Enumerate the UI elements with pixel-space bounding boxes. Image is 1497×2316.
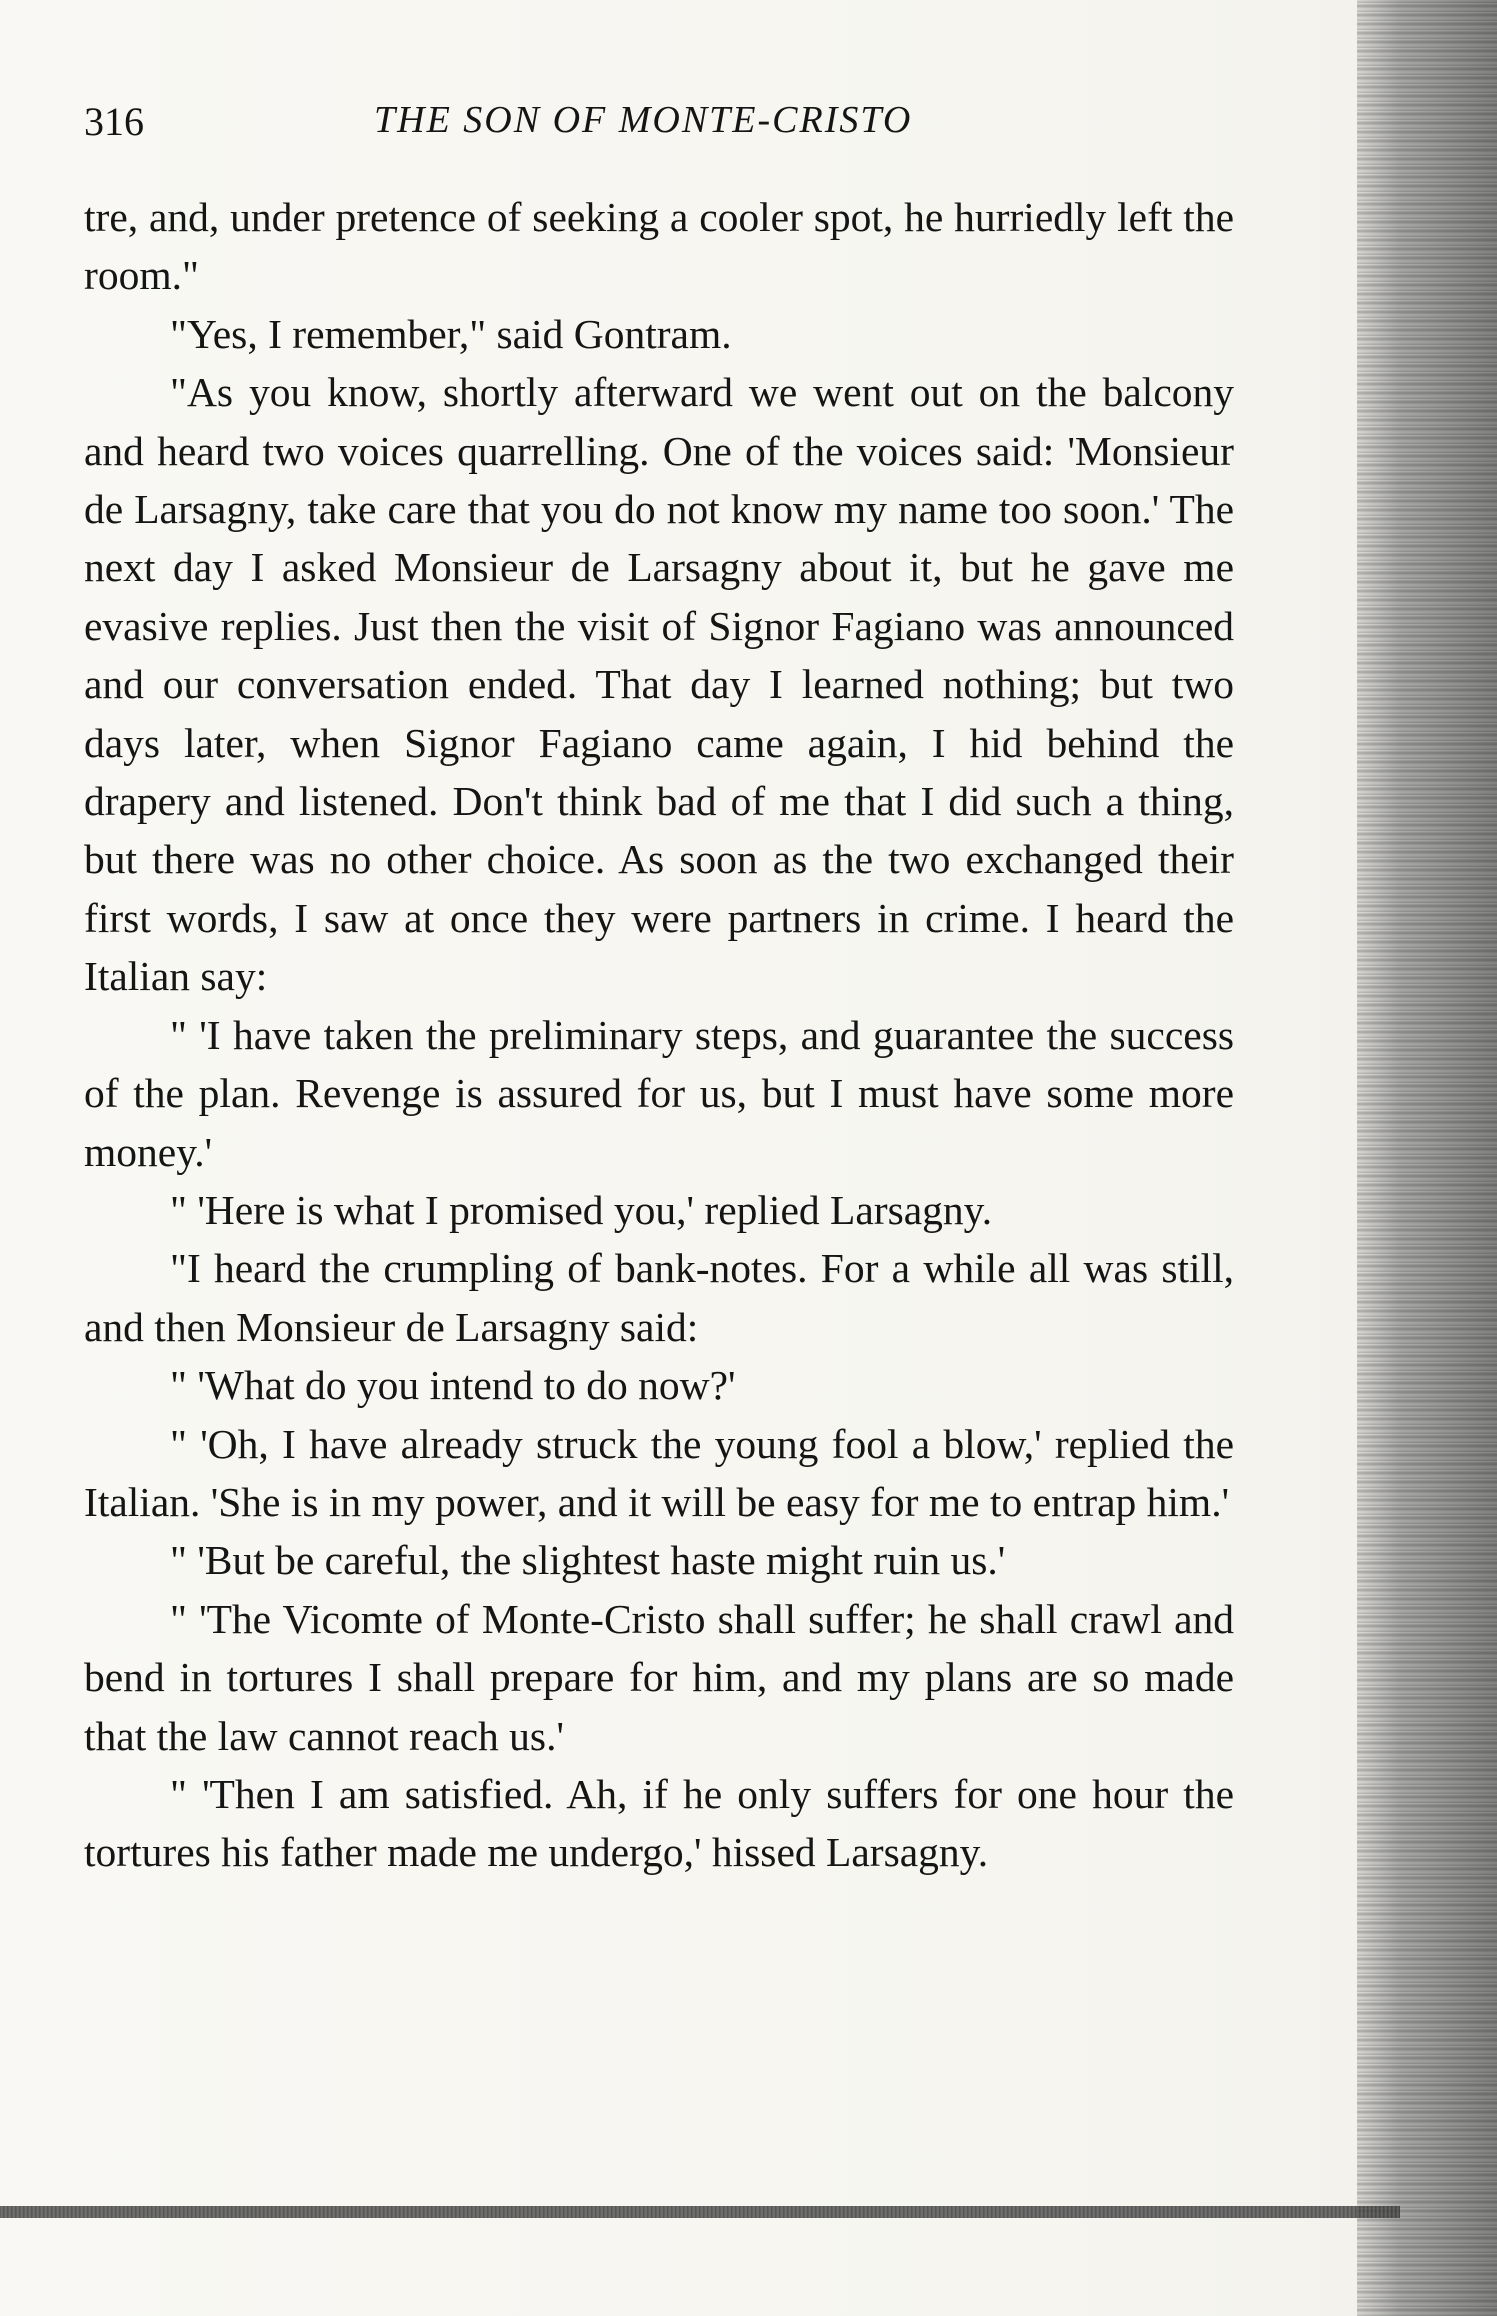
- page-gutter-shadow: [1357, 0, 1497, 2316]
- paragraph: " 'Oh, I have already struck the young fool a blow,' replied the Italian. 'She is in my power, and it will be easy for me to entrap him.': [84, 1420, 1234, 1525]
- body-text: [84, 188, 1234, 1882]
- paragraph: "Yes, I remember," said Gontram.: [170, 310, 732, 357]
- paragraph: tre, and, under pretence of seeking a cooler spot, he hurriedly left the room.": [84, 194, 1234, 299]
- paragraph: " 'Then I am satisfied. Ah, if he only suffers for one hour the tortures his father made me undergo,' hissed Larsagny.: [84, 1770, 1234, 1876]
- paragraph: " 'Here is what I promised you,' replied Larsagny.: [170, 1186, 993, 1233]
- page-header: [84, 98, 1234, 158]
- paragraph: " 'What do you intend to do now?': [170, 1362, 736, 1409]
- page-number: 316: [84, 99, 144, 144]
- paragraph: " 'I have taken the preliminary steps, and guarantee the success of the plan. Revenge is assured for us, but I must have some more money.': [84, 1011, 1234, 1175]
- paragraph: " 'The Vicomte of Monte-Cristo shall suffer; he shall crawl and bend in tortures I shall prepare for him, and my plans are so made that the law cannot reach us.': [84, 1595, 1234, 1759]
- paragraph: "As you know, shortly afterward we went out on the balcony and heard two voices quarrelling. One of the voices said: 'Monsieur de Larsagny, take care that you do not know my name too soon.' The next day I asked Monsieur de Larsagny about it, but he gave me evasive replies. Just then the visit of Signor Fagiano was announced and our conversation ended. That day I learned nothing; but two days later, when Signor Fagiano came again, I hid behind the drapery and listened. Don't think bad of me that I did such a thing, but there was no other choice. As soon as the two exchanged their first words, I saw at once they were partners in crime. I heard the Italian say:: [84, 369, 1234, 1000]
- paragraph: " 'But be careful, the slightest haste might ruin us.': [170, 1537, 1006, 1584]
- paragraph: "I heard the crumpling of bank-notes. For a while all was still, and then Monsieur de Larsagny said:: [84, 1245, 1234, 1350]
- running-title: THE SON OF MONTE-CRISTO: [374, 99, 913, 141]
- bottom-scan-edge: [0, 2206, 1400, 2218]
